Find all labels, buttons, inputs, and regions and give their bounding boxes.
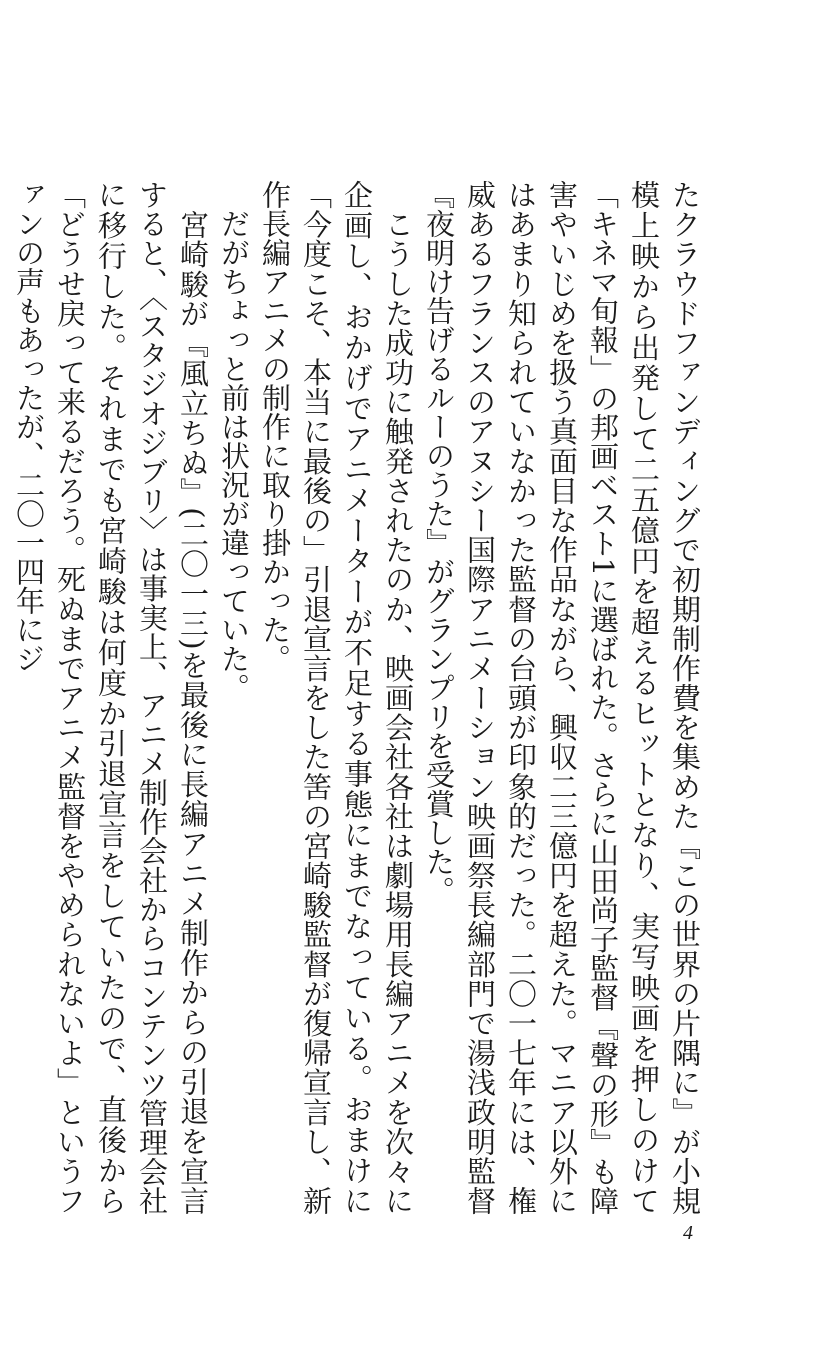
paragraph-1: たクラウドファンディングで初期制作費を集めた『この世界の片隅に』が小規模上映から出発して二五億円を超えるヒットとなり、実写映画を押しのけて「キネマ旬報」の邦画ベスト1に選ばれた。さらに山田尚子監督『聲の形』も障害やいじめを扱う真面目な作品ながら、興収二三億円を超えた。マニア以外にはあまり知られていなかった監督の台頭が印象的だった。二〇一七年には、権威あるフランスのアヌシー国際アニメーション映画祭長編部門で湯浅政明監督『夜明け告げるルーのうた』がグランプリを受賞した。 xyxy=(422,180,702,1216)
paragraph-3: だがちょっと前は状況が違っていた。 xyxy=(217,180,251,702)
page-number: 4 xyxy=(683,1222,693,1244)
vertical-body-text xyxy=(12,180,705,1216)
paragraph-2: こうした成功に触発されたのか、映画会社各社は劇場用長編アニメを次々に企画し、おかげでアニメーターが不足する事態にまでなっている。おまけに「今度こそ、本当に最後の」引退宣言をした筈の宮崎駿監督が復帰宣言し、新作長編アニメの制作に取り掛かった。 xyxy=(258,180,415,1216)
paragraph-4: 宮崎駿が『風立ちぬ』(二〇一三)を最後に長編アニメ制作からの引退を宣言すると、〈スタジオジブリ〉は事実上、アニメ制作会社からコンテンツ管理会社に移行した。それまでも宮崎駿は何度か引退宣言をしていたので、直後から「どうせ戻って来るだろう。死ぬまでアニメ監督をやめられないよ」というファンの声もあったが、二〇一四年にジ xyxy=(12,180,210,1215)
